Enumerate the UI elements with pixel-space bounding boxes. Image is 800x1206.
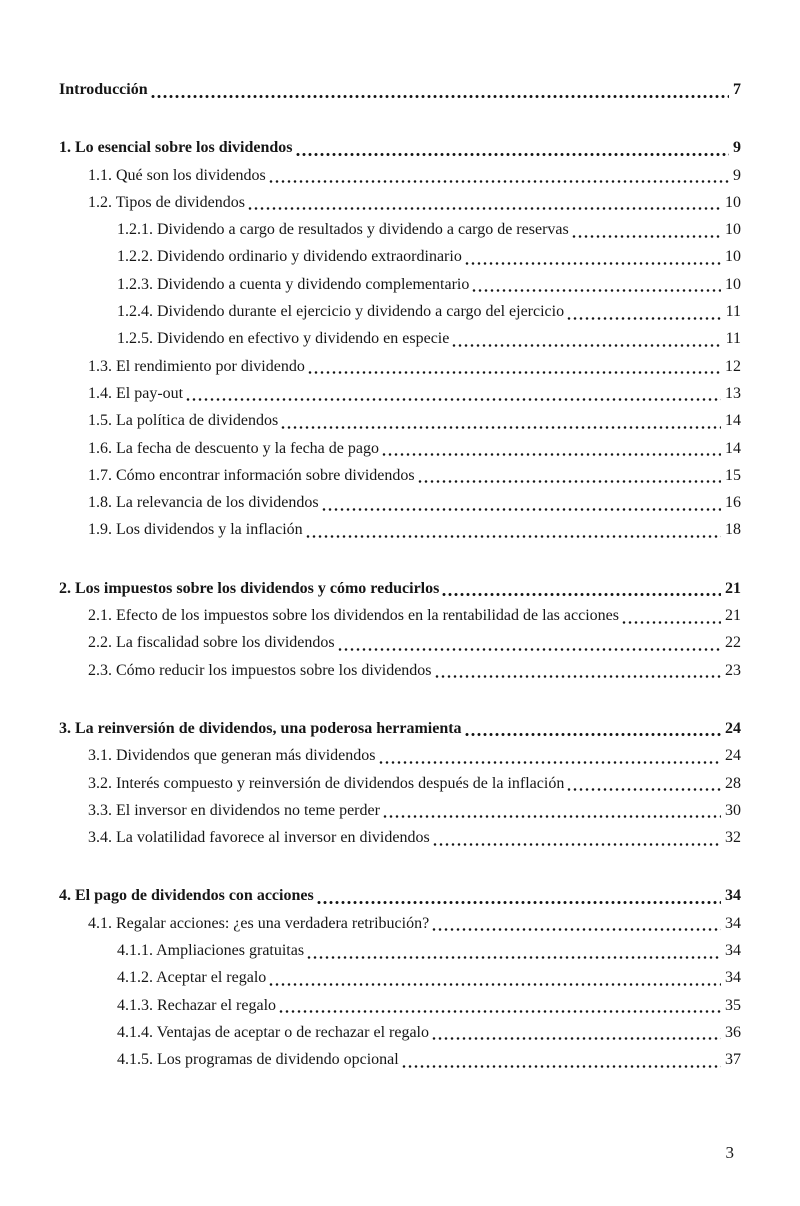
dot-leader xyxy=(401,1046,721,1073)
toc-entry-page: 37 xyxy=(725,1051,741,1069)
toc-entry-page: 9 xyxy=(733,139,741,157)
toc-entry-page: 21 xyxy=(725,607,741,625)
toc-entry xyxy=(59,298,741,325)
toc-entry-label: 3.2. Interés compuesto y reinversión de dividendos después de la inflación xyxy=(88,774,565,792)
toc-entry-page: 22 xyxy=(725,634,741,652)
toc-entry xyxy=(59,910,741,937)
dot-leader xyxy=(471,271,721,298)
toc-entry-page: 34 xyxy=(725,969,741,987)
dot-leader xyxy=(150,76,729,103)
toc-entry-page: 34 xyxy=(725,914,741,932)
toc-entry-page: 12 xyxy=(725,357,741,375)
toc-entry-label: 3.1. Dividendos que generan más dividendos xyxy=(88,747,376,765)
toc-entry-label: 4.1.2. Aceptar el regalo xyxy=(117,969,267,987)
dot-leader xyxy=(431,1019,721,1046)
toc-entry-page: 21 xyxy=(725,579,741,597)
toc-entry-page: 23 xyxy=(725,661,741,679)
toc-entry-page: 14 xyxy=(725,412,741,430)
toc-entry xyxy=(59,407,741,434)
toc-entry xyxy=(59,1019,741,1046)
dot-leader xyxy=(434,657,721,684)
toc-entry xyxy=(59,629,741,656)
dot-leader xyxy=(280,407,721,434)
dot-leader xyxy=(247,189,721,216)
dot-leader xyxy=(621,602,721,629)
dot-leader xyxy=(378,742,722,769)
toc-entry xyxy=(59,964,741,991)
toc-entry-label: 3.3. El inversor en dividendos no teme perder xyxy=(88,801,380,819)
toc-entry-page: 18 xyxy=(725,521,741,539)
toc-entry-label: 4.1.3. Rechazar el regalo xyxy=(117,996,277,1014)
dot-leader xyxy=(278,992,721,1019)
toc-entry-page: 35 xyxy=(725,996,741,1014)
table-of-contents xyxy=(59,76,741,1074)
dot-leader xyxy=(306,937,721,964)
dot-leader xyxy=(417,462,721,489)
toc-entry-label: 1.2.5. Dividendo en efectivo y dividendo en especie xyxy=(117,330,450,348)
toc-entry-page: 36 xyxy=(725,1023,741,1041)
toc-entry-page: 11 xyxy=(725,330,741,348)
dot-leader xyxy=(268,964,721,991)
dot-leader xyxy=(566,298,722,325)
toc-entry xyxy=(59,462,741,489)
toc-entry-label: 1. Lo esencial sobre los dividendos xyxy=(59,139,293,157)
toc-entry-label: 4.1.4. Ventajas de aceptar o de rechazar el regalo xyxy=(117,1023,429,1041)
dot-leader xyxy=(268,162,729,189)
toc-entry-page: 15 xyxy=(725,466,741,484)
toc-entry xyxy=(59,797,741,824)
dot-leader xyxy=(432,824,721,851)
toc-entry xyxy=(59,216,741,243)
toc-entry xyxy=(59,489,741,516)
toc-entry-label: 1.6. La fecha de descuento y la fecha de pago xyxy=(88,439,379,457)
dot-leader xyxy=(337,629,721,656)
toc-entry xyxy=(59,657,741,684)
toc-entry xyxy=(59,516,741,543)
toc-entry-label: 2.2. La fiscalidad sobre los dividendos xyxy=(88,634,335,652)
toc-entry-page: 30 xyxy=(725,801,741,819)
toc-entry-page: 24 xyxy=(725,719,741,737)
toc-entry-label: 1.2. Tipos de dividendos xyxy=(88,193,245,211)
dot-leader xyxy=(571,216,721,243)
toc-entry xyxy=(59,162,741,189)
toc-entry xyxy=(59,380,741,407)
toc-entry-label: 1.1. Qué son los dividendos xyxy=(88,166,266,184)
dot-leader xyxy=(307,353,721,380)
toc-entry xyxy=(59,715,741,742)
toc-entry-label: 2. Los impuestos sobre los dividendos y cómo reducirlos xyxy=(59,579,440,597)
toc-entry xyxy=(59,271,741,298)
dot-leader xyxy=(185,380,721,407)
toc-entry-page: 34 xyxy=(725,942,741,960)
toc-entry-label: 1.8. La relevancia de los dividendos xyxy=(88,494,319,512)
dot-leader xyxy=(566,770,721,797)
toc-entry-page: 16 xyxy=(725,494,741,512)
toc-entry xyxy=(59,770,741,797)
toc-entry-label: 2.3. Cómo reducir los impuestos sobre los dividendos xyxy=(88,661,432,679)
toc-entry-page: 9 xyxy=(733,166,741,184)
toc-entry-page: 10 xyxy=(725,221,741,239)
toc-entry-label: 4.1.5. Los programas de dividendo opcional xyxy=(117,1051,399,1069)
toc-entry-label: 1.2.3. Dividendo a cuenta y dividendo complementario xyxy=(117,275,470,293)
dot-leader xyxy=(305,516,721,543)
toc-entry xyxy=(59,325,741,352)
toc-entry xyxy=(59,937,741,964)
toc-entry-label: 3.4. La volatilidad favorece al inversor en dividendos xyxy=(88,829,430,847)
toc-entry-page: 32 xyxy=(725,829,741,847)
toc-entry-label: 1.7. Cómo encontrar información sobre dividendos xyxy=(88,466,415,484)
toc-entry xyxy=(59,602,741,629)
toc-entry xyxy=(59,134,741,161)
toc-entry-page: 34 xyxy=(725,887,741,905)
toc-entry xyxy=(59,882,741,909)
toc-entry xyxy=(59,1046,741,1073)
toc-entry-label: 1.3. El rendimiento por dividendo xyxy=(88,357,305,375)
toc-entry-label: 1.2.1. Dividendo a cargo de resultados y dividendo a cargo de reservas xyxy=(117,221,569,239)
dot-leader xyxy=(431,910,721,937)
toc-entry-page: 14 xyxy=(725,439,741,457)
dot-leader xyxy=(464,243,721,270)
toc-entry-page: 10 xyxy=(725,193,741,211)
toc-entry-page: 7 xyxy=(733,81,741,98)
toc-entry-label: 1.9. Los dividendos y la inflación xyxy=(88,521,303,539)
dot-leader xyxy=(316,882,721,909)
toc-entry-label: 4.1.1. Ampliaciones gratuitas xyxy=(117,942,305,960)
dot-leader xyxy=(382,797,721,824)
toc-entry xyxy=(59,992,741,1019)
toc-entry xyxy=(59,189,741,216)
toc-entry-label: 1.5. La política de dividendos xyxy=(88,412,279,430)
toc-entry-page: 28 xyxy=(725,774,741,792)
dot-leader xyxy=(321,489,721,516)
toc-entry-label: 4.1. Regalar acciones: ¿es una verdadera retribución? xyxy=(88,914,430,932)
toc-entry xyxy=(59,824,741,851)
toc-entry-label: 1.2.2. Dividendo ordinario y dividendo extraordinario xyxy=(117,248,462,266)
toc-entry-label: 4. El pago de dividendos con acciones xyxy=(59,887,314,905)
toc-entry-page: 10 xyxy=(725,248,741,266)
toc-entry xyxy=(59,575,741,602)
toc-entry-page: 10 xyxy=(725,275,741,293)
toc-entry-label: 1.2.4. Dividendo durante el ejercicio y dividendo a cargo del ejercicio xyxy=(117,303,565,321)
toc-entry xyxy=(59,76,741,103)
dot-leader xyxy=(381,435,721,462)
toc-entry-page: 11 xyxy=(725,303,741,321)
toc-entry xyxy=(59,353,741,380)
dot-leader xyxy=(295,134,729,161)
toc-entry-label: 1.4. El pay-out xyxy=(88,384,184,402)
dot-leader xyxy=(441,575,721,602)
dot-leader xyxy=(451,325,721,352)
toc-entry-label: Introducción xyxy=(59,81,148,98)
page-number: 3 xyxy=(725,1143,734,1162)
toc-entry-page: 13 xyxy=(725,384,741,402)
toc-entry xyxy=(59,742,741,769)
toc-entry-label: 3. La reinversión de dividendos, una poderosa herramienta xyxy=(59,719,462,737)
toc-entry xyxy=(59,435,741,462)
toc-entry-page: 24 xyxy=(725,747,741,765)
dot-leader xyxy=(464,715,721,742)
toc-entry xyxy=(59,243,741,270)
toc-entry-label: 2.1. Efecto de los impuestos sobre los dividendos en la rentabilidad de las acciones xyxy=(88,607,619,625)
